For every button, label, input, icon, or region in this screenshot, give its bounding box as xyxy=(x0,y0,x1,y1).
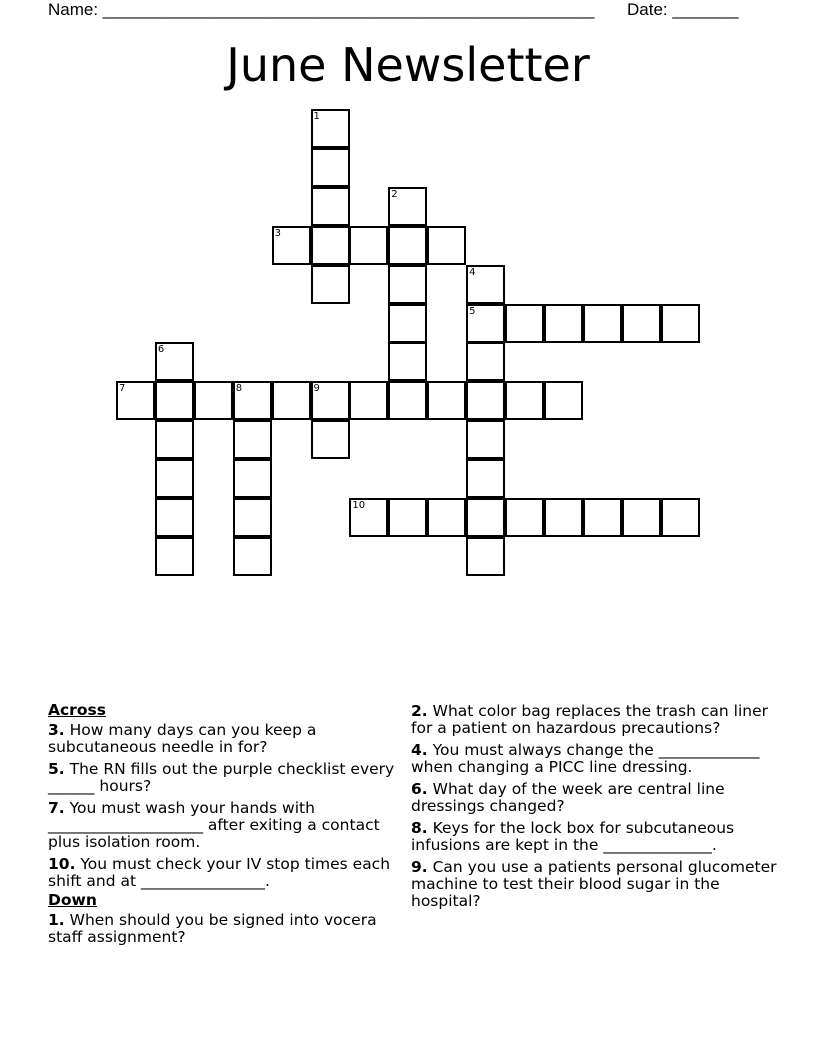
clue-text: You must wash your hands with ____________________ after exiting a contact plus isolation room. xyxy=(48,799,380,851)
clue-across-7 xyxy=(48,800,403,851)
crossword-cell[interactable] xyxy=(505,304,544,343)
crossword-cell[interactable] xyxy=(155,420,194,459)
clue-text: How many days can you keep a subcutaneous needle in for? xyxy=(48,721,317,756)
crossword-cell[interactable] xyxy=(466,459,505,498)
crossword-cell[interactable] xyxy=(466,304,505,343)
crossword-cell[interactable] xyxy=(194,381,233,420)
crossword-cell[interactable] xyxy=(311,265,350,304)
clue-text: Keys for the lock box for subcutaneous infusions are kept in the ______________. xyxy=(411,819,735,854)
crossword-cell[interactable] xyxy=(155,459,194,498)
cell-number: 4 xyxy=(469,266,476,278)
cell-number: 7 xyxy=(119,383,126,395)
crossword-cell[interactable] xyxy=(116,381,155,420)
crossword-cell[interactable] xyxy=(466,265,505,304)
clue-down-6 xyxy=(411,781,781,815)
cell-number: 9 xyxy=(313,383,320,395)
crossword-cell[interactable] xyxy=(349,226,388,265)
clue-number: 1. xyxy=(48,911,65,929)
date-field-label: Date: _______ xyxy=(627,0,739,19)
clue-text: What day of the week are central line dressings changed? xyxy=(411,780,725,815)
crossword-cell[interactable] xyxy=(311,109,350,148)
crossword-cell[interactable] xyxy=(505,498,544,537)
crossword-cell[interactable] xyxy=(466,420,505,459)
clue-down-8 xyxy=(411,820,781,854)
clue-down-2 xyxy=(411,703,781,737)
clue-text: The RN fills out the purple checklist every ______ hours? xyxy=(48,760,395,795)
crossword-cell[interactable] xyxy=(388,342,427,381)
crossword-cell[interactable] xyxy=(466,498,505,537)
clue-number: 8. xyxy=(411,819,428,837)
cell-number: 3 xyxy=(274,227,281,239)
cell-number: 2 xyxy=(391,188,398,200)
crossword-cell[interactable] xyxy=(466,342,505,381)
crossword-cell[interactable] xyxy=(155,342,194,381)
clue-number: 2. xyxy=(411,702,428,720)
crossword-cell[interactable] xyxy=(544,381,583,420)
across-heading: Across xyxy=(48,701,106,719)
crossword-cell[interactable] xyxy=(505,381,544,420)
crossword-cell[interactable] xyxy=(311,226,350,265)
crossword-cell[interactable] xyxy=(349,381,388,420)
page-title: June Newsletter xyxy=(226,38,590,92)
name-field-label: Name: ____________________________________________________ xyxy=(48,0,595,19)
clues-left-column xyxy=(48,702,403,951)
crossword-cell[interactable] xyxy=(388,265,427,304)
clue-text: Can you use a patients personal glucometer machine to test their blood sugar in the hospital? xyxy=(411,858,777,910)
crossword-cell[interactable] xyxy=(622,498,661,537)
clue-text: When should you be signed into vocera staff assignment? xyxy=(48,911,377,946)
clue-text: You must always change the _____________ when changing a PICC line dressing. xyxy=(411,741,760,776)
crossword-cell[interactable] xyxy=(544,498,583,537)
clue-text: You must check your IV stop times each shift and at ________________. xyxy=(48,855,391,890)
crossword-cell[interactable] xyxy=(233,537,272,576)
cell-number: 8 xyxy=(235,383,243,395)
crossword-cell[interactable] xyxy=(388,187,427,226)
crossword-cell[interactable] xyxy=(388,226,427,265)
crossword-cell[interactable] xyxy=(466,381,505,420)
crossword-cell[interactable] xyxy=(311,187,350,226)
crossword-cell[interactable] xyxy=(661,304,700,343)
crossword-cell[interactable] xyxy=(388,304,427,343)
crossword-cell[interactable] xyxy=(233,381,272,420)
crossword-cell[interactable] xyxy=(311,381,350,420)
crossword-cell[interactable] xyxy=(155,537,194,576)
clue-down-4 xyxy=(411,742,781,776)
crossword-cell[interactable] xyxy=(311,420,350,459)
crossword-cell[interactable] xyxy=(544,304,583,343)
clue-number: 10. xyxy=(48,855,76,873)
crossword-cell[interactable] xyxy=(233,459,272,498)
cell-number: 10 xyxy=(352,500,366,511)
crossword-cell[interactable] xyxy=(233,498,272,537)
crossword-cell[interactable] xyxy=(583,498,622,537)
clue-number: 7. xyxy=(48,799,65,817)
clue-text: What color bag replaces the trash can liner for a patient on hazardous precautions? xyxy=(411,702,768,737)
cell-number: 5 xyxy=(469,305,476,317)
clue-across-5 xyxy=(48,761,403,795)
crossword-cell[interactable] xyxy=(349,498,388,537)
clue-number: 6. xyxy=(411,780,428,798)
crossword-cell[interactable] xyxy=(155,498,194,537)
crossword-cell[interactable] xyxy=(155,381,194,420)
crossword-cell[interactable] xyxy=(661,498,700,537)
crossword-cell[interactable] xyxy=(622,304,661,343)
crossword-cell[interactable] xyxy=(388,498,427,537)
cell-number: 6 xyxy=(157,344,165,356)
crossword-cell[interactable] xyxy=(583,304,622,343)
down-heading: Down xyxy=(48,891,97,909)
crossword-cell[interactable] xyxy=(388,381,427,420)
clue-down-1 xyxy=(48,912,403,946)
crossword-cell[interactable] xyxy=(427,226,466,265)
clue-down-9 xyxy=(411,859,781,910)
clue-number: 3. xyxy=(48,721,65,739)
clue-across-10 xyxy=(48,856,403,890)
crossword-cell[interactable] xyxy=(233,420,272,459)
crossword-cell[interactable] xyxy=(466,537,505,576)
clue-number: 4. xyxy=(411,741,428,759)
clue-across-3 xyxy=(48,722,403,756)
crossword-cell[interactable] xyxy=(311,148,350,187)
crossword-cell[interactable] xyxy=(427,381,466,420)
clues-right-column xyxy=(411,703,781,915)
clue-number: 9. xyxy=(411,858,428,876)
crossword-cell[interactable] xyxy=(272,381,311,420)
crossword-cell[interactable] xyxy=(427,498,466,537)
crossword-cell[interactable] xyxy=(272,226,311,265)
cell-number: 1 xyxy=(313,111,320,122)
clue-number: 5. xyxy=(48,760,65,778)
